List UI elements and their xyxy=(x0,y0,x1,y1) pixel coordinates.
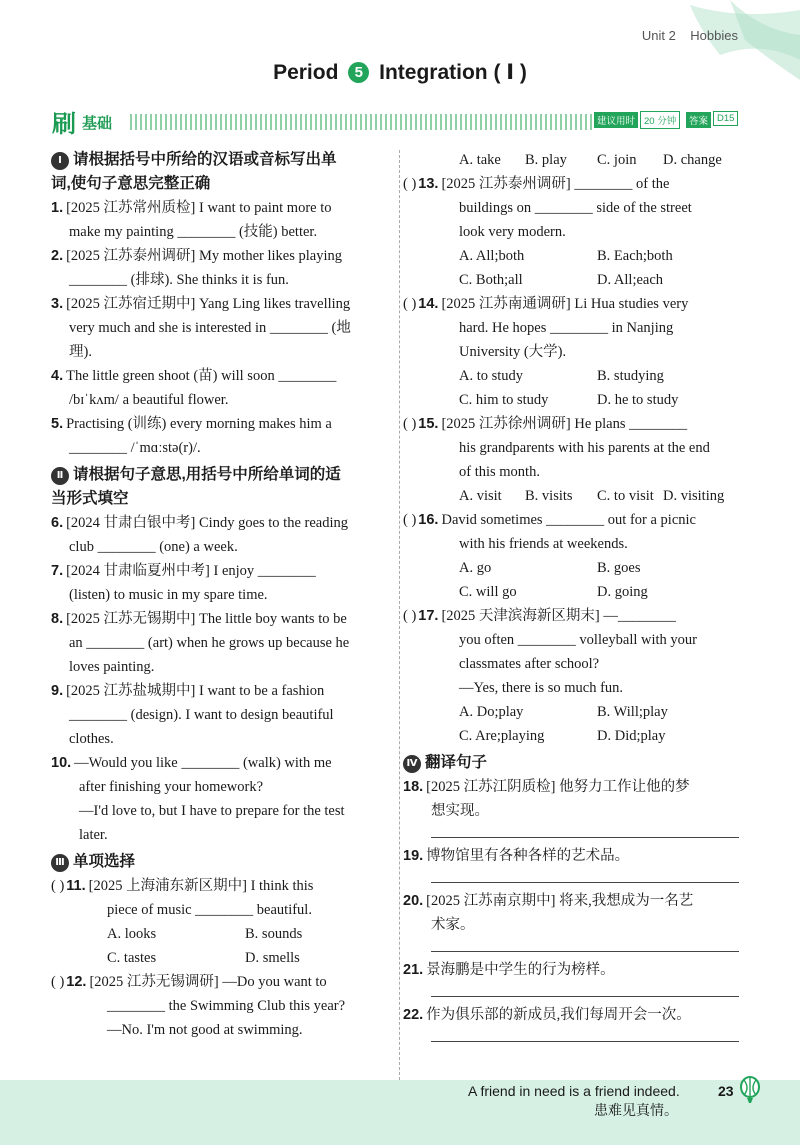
question-number: 5. xyxy=(51,416,64,432)
question-text: David sometimes ________ out for a picnic xyxy=(441,512,696,528)
option-row xyxy=(51,922,387,946)
balloon-icon xyxy=(738,1076,762,1106)
question-number: 15. xyxy=(418,416,439,432)
option-row xyxy=(403,388,741,412)
option[interactable]: B. visits xyxy=(525,488,573,504)
question-text: [2024 甘肃白银中考] Cindy goes to the reading xyxy=(66,515,349,531)
answer-label: 答案 xyxy=(686,112,711,128)
answer-bracket[interactable]: ( ) xyxy=(403,296,417,312)
question-text: The little green shoot (苗) will soon ________ xyxy=(66,368,337,384)
title-period: Period xyxy=(273,61,339,84)
answer-line[interactable] xyxy=(431,882,739,883)
option-row xyxy=(403,556,741,580)
question-line xyxy=(403,889,741,913)
option[interactable]: C. him to study xyxy=(459,392,549,408)
question-text: [2025 江苏南通调研] Li Hua studies very xyxy=(441,296,689,312)
answer-line[interactable] xyxy=(431,996,739,997)
question-line xyxy=(51,244,387,268)
section-heading xyxy=(51,463,387,487)
suggested-time-label: 建议用时 xyxy=(594,112,638,128)
answer-bracket[interactable]: ( ) xyxy=(403,416,417,432)
footer-motto-cn: 患难见真情。 xyxy=(594,1104,678,1119)
section-heading xyxy=(51,148,387,172)
suggested-time-value: 20 分钟 xyxy=(640,111,680,129)
question-text: [2025 江苏江阴质检] 他努力工作让他的梦 xyxy=(426,779,690,795)
option[interactable]: A. Do;play xyxy=(459,704,524,720)
question-text: 博物馆里有各种各样的艺术品。 xyxy=(426,848,630,864)
question-continuation: clothes. xyxy=(69,731,114,747)
question-continuation: —I'd love to, but I have to prepare for the test xyxy=(79,803,345,819)
option[interactable]: D. going xyxy=(597,584,648,600)
option-row xyxy=(403,244,741,268)
question-line xyxy=(403,172,741,196)
question-number: 17. xyxy=(418,608,439,624)
option[interactable]: B. sounds xyxy=(245,926,303,942)
question-continuation: ________ the Swimming Club this year? xyxy=(107,998,346,1014)
option[interactable]: A. looks xyxy=(107,926,157,942)
option-row xyxy=(403,700,741,724)
question-continuation: very much and she is interested in ________ (地 xyxy=(69,320,351,336)
question-number: 18. xyxy=(403,779,424,795)
option[interactable]: C. will go xyxy=(459,584,517,600)
question-continuation: with his friends at weekends. xyxy=(459,536,628,552)
question-text: [2025 江苏盐城期中] I want to be a fashion xyxy=(66,683,325,699)
question-line xyxy=(51,196,387,220)
question-continuation: (listen) to music in my spare time. xyxy=(69,587,268,603)
option-row xyxy=(403,148,741,172)
option-row xyxy=(403,268,741,292)
question-line xyxy=(403,958,741,982)
option-row xyxy=(403,724,741,748)
answer-line[interactable] xyxy=(431,837,739,838)
answer-bracket[interactable]: ( ) xyxy=(403,608,417,624)
question-line xyxy=(403,292,741,316)
section-heading-cont: 词,使句子意思完整正确 xyxy=(51,175,211,192)
question-continuation: buildings on ________ side of the street xyxy=(459,200,692,216)
question-text: [2025 江苏无锡调研] —Do you want to xyxy=(89,974,327,990)
answer-line[interactable] xyxy=(431,951,739,952)
question-line xyxy=(51,412,387,436)
question-text: [2025 江苏无锡期中] The little boy wants to be xyxy=(66,611,347,627)
option[interactable]: D. he to study xyxy=(597,392,679,408)
option[interactable]: B. Will;play xyxy=(597,704,668,720)
question-text: [2025 上海浦东新区期中] I think this xyxy=(88,878,314,894)
option-row xyxy=(51,946,387,970)
question-number: 19. xyxy=(403,848,424,864)
question-continuation: loves painting. xyxy=(69,659,155,675)
question-line xyxy=(51,292,387,316)
section-heading-text: 请根据括号中所给的汉语或音标写出单 xyxy=(73,151,337,168)
option[interactable]: B. play xyxy=(525,152,567,168)
option-row xyxy=(403,364,741,388)
section-heading-text: 翻译句子 xyxy=(425,754,488,771)
question-continuation: hard. He hopes ________ in Nanjing xyxy=(459,320,674,336)
option[interactable]: B. studying xyxy=(597,368,664,384)
right-column xyxy=(403,148,741,1048)
option[interactable]: C. join xyxy=(597,152,637,168)
question-text: —Would you like ________ (walk) with me xyxy=(74,755,332,771)
section-bar-stripes xyxy=(130,114,595,130)
question-text: [2025 江苏泰州调研] ________ of the xyxy=(441,176,670,192)
question-continuation: 理). xyxy=(69,344,92,360)
question-line xyxy=(403,1003,741,1027)
answer-line[interactable] xyxy=(431,1041,739,1042)
question-number: 2. xyxy=(51,248,64,264)
unit-topic: Hobbies xyxy=(690,28,738,43)
page-number: 23 xyxy=(718,1083,734,1099)
question-number: 10. xyxy=(51,755,72,771)
question-line xyxy=(51,511,387,535)
question-number: 20. xyxy=(403,893,424,909)
question-text: [2025 江苏泰州调研] My mother likes playing xyxy=(66,248,342,264)
question-line xyxy=(403,844,741,868)
question-line xyxy=(403,775,741,799)
question-continuation: —Yes, there is so much fun. xyxy=(459,680,624,696)
question-continuation: piece of music ________ beautiful. xyxy=(107,902,312,918)
question-continuation: /bɪˈkʌm/ a beautiful flower. xyxy=(69,392,229,408)
section-heading-text: 单项选择 xyxy=(73,853,136,870)
question-number: 12. xyxy=(66,974,87,990)
question-continuation: club ________ (one) a week. xyxy=(69,539,238,555)
question-text: [2025 江苏徐州调研] He plans ________ xyxy=(441,416,688,432)
option[interactable]: C. to visit xyxy=(597,488,654,504)
question-continuation: later. xyxy=(79,827,108,843)
section-number-badge: Ⅲ xyxy=(51,854,69,872)
answer-bracket[interactable]: ( ) xyxy=(51,878,65,894)
option[interactable]: A. to study xyxy=(459,368,524,384)
question-line xyxy=(51,970,387,994)
question-text: [2025 江苏宿迁期中] Yang Ling likes travelling xyxy=(66,296,351,312)
footer-motto: A friend in need is a friend indeed. xyxy=(468,1083,680,1099)
question-number: 3. xyxy=(51,296,64,312)
question-number: 14. xyxy=(418,296,439,312)
footer-band xyxy=(0,1080,800,1145)
section-heading-text: 请根据句子意思,用括号中所给单词的适 xyxy=(73,466,341,483)
question-line xyxy=(403,412,741,436)
question-text: [2025 江苏常州质检] I want to paint more to xyxy=(66,200,332,216)
question-continuation: 想实现。 xyxy=(431,803,489,819)
question-line xyxy=(51,607,387,631)
option[interactable]: C. tastes xyxy=(107,950,157,966)
question-continuation: an ________ (art) when he grows up because he xyxy=(69,635,350,651)
option-row xyxy=(403,484,741,508)
question-continuation: make my painting ________ (技能) better. xyxy=(69,224,318,240)
question-number: 7. xyxy=(51,563,64,579)
question-line xyxy=(51,559,387,583)
question-line xyxy=(51,751,387,775)
answer-page-value: D15 xyxy=(713,111,738,126)
question-number: 11. xyxy=(66,878,86,894)
option[interactable]: A. visit xyxy=(459,488,502,504)
title-integration: Integration ( Ⅰ ) xyxy=(379,61,527,84)
period-number-badge: 5 xyxy=(348,62,369,83)
option[interactable]: C. Both;all xyxy=(459,272,523,288)
question-number: 21. xyxy=(403,962,424,978)
section-heading-cont: 当形式填空 xyxy=(51,490,129,507)
question-number: 13. xyxy=(418,176,439,192)
option[interactable]: D. visiting xyxy=(663,488,725,504)
column-divider xyxy=(399,150,400,1080)
section-heading xyxy=(51,850,387,874)
unit-label: Unit 2 xyxy=(641,28,676,43)
option[interactable]: A. All;both xyxy=(459,248,525,264)
page-title xyxy=(0,60,800,85)
option[interactable]: B. Each;both xyxy=(597,248,673,264)
question-number: 16. xyxy=(418,512,439,528)
question-line xyxy=(403,508,741,532)
answer-bracket[interactable]: ( ) xyxy=(51,974,65,990)
question-continuation: ________ (design). I want to design beautiful xyxy=(69,707,334,723)
question-line xyxy=(51,364,387,388)
question-text: [2025 江苏南京期中] 将来,我想成为一名艺 xyxy=(426,893,694,909)
answer-bracket[interactable]: ( ) xyxy=(403,176,417,192)
question-continuation: his grandparents with his parents at the end xyxy=(459,440,710,456)
question-number: 4. xyxy=(51,368,64,384)
question-text: 作为俱乐部的新成员,我们每周开会一次。 xyxy=(426,1007,691,1023)
section-number-badge: Ⅳ xyxy=(403,755,421,773)
left-column xyxy=(51,148,387,1042)
question-text: [2024 甘肃临夏州中考] I enjoy ________ xyxy=(66,563,316,579)
option[interactable]: C. Are;playing xyxy=(459,728,545,744)
question-continuation: after finishing your homework? xyxy=(79,779,264,795)
question-number: 22. xyxy=(403,1007,424,1023)
question-continuation: 术家。 xyxy=(431,917,475,933)
shua-logo: 刷 xyxy=(52,112,76,138)
question-number: 1. xyxy=(51,200,64,216)
option[interactable]: A. take xyxy=(459,152,501,168)
option[interactable]: D. change xyxy=(663,152,722,168)
question-continuation: classmates after school? xyxy=(459,656,600,672)
question-text: [2025 天津滨海新区期末] —________ xyxy=(441,608,676,624)
question-continuation: you often ________ volleyball with your xyxy=(459,632,698,648)
option[interactable]: D. smells xyxy=(245,950,300,966)
question-continuation: ________ /ˈmɑːstə(r)/. xyxy=(69,440,201,456)
option[interactable]: D. All;each xyxy=(597,272,664,288)
question-text: 景海鹏是中学生的行为榜样。 xyxy=(426,962,615,978)
unit-header xyxy=(642,28,738,43)
section-number-badge: Ⅱ xyxy=(51,467,69,485)
question-text: Practising (训练) every morning makes him a xyxy=(66,416,332,432)
question-number: 8. xyxy=(51,611,64,627)
question-continuation: look very modern. xyxy=(459,224,566,240)
question-number: 9. xyxy=(51,683,64,699)
question-continuation: ________ (排球). She thinks it is fun. xyxy=(69,272,289,288)
question-line xyxy=(51,874,387,898)
answer-bracket[interactable]: ( ) xyxy=(403,512,417,528)
section-bar-label: 基础 xyxy=(82,115,113,132)
question-continuation: University (大学). xyxy=(459,344,567,360)
question-line xyxy=(403,604,741,628)
option-row xyxy=(403,580,741,604)
question-continuation: —No. I'm not good at swimming. xyxy=(107,1022,303,1038)
question-continuation: of this month. xyxy=(459,464,540,480)
option[interactable]: A. go xyxy=(459,560,492,576)
option[interactable]: D. Did;play xyxy=(597,728,666,744)
section-number-badge: Ⅰ xyxy=(51,152,69,170)
question-number: 6. xyxy=(51,515,64,531)
section-heading xyxy=(403,751,741,775)
option[interactable]: B. goes xyxy=(597,560,641,576)
question-line xyxy=(51,679,387,703)
